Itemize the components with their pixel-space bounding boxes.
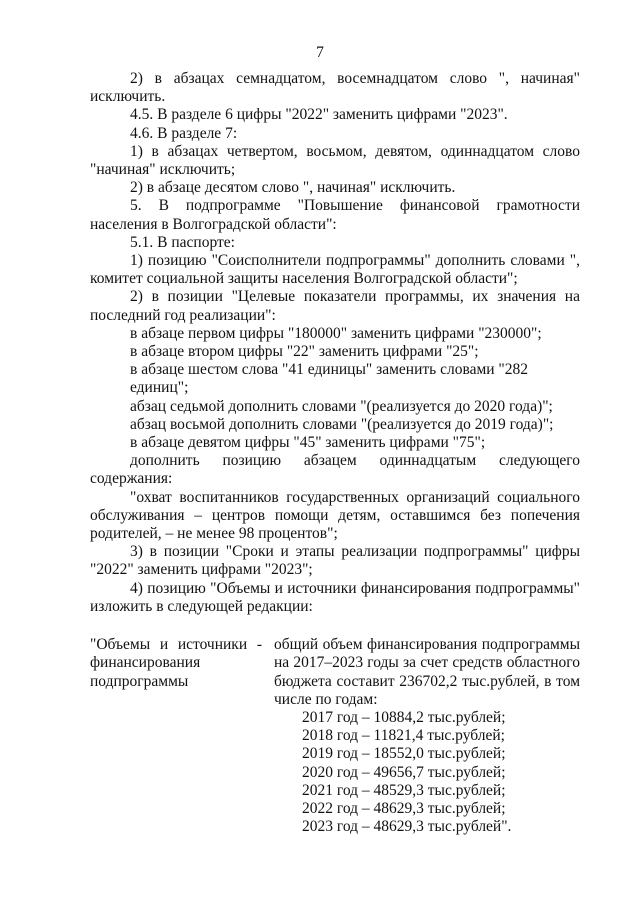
funding-year-line: 2019 год – 18552,0 тыс.рублей; [302,745,506,763]
funding-year-line: 2021 год – 48529,3 тыс.рублей; [302,781,506,799]
paragraph: 4.6. В разделе 7: [130,124,238,142]
paragraph: 2) в абзаце десятом слово ", начиная" исключить. [130,179,456,197]
paragraph: абзац седьмой дополнить словами "(реализуется до 2020 года)"; [130,397,553,415]
funding-year-line: 2022 год – 48629,3 тыс.рублей; [302,799,506,817]
funding-year-line: 2018 год – 11821,4 тыс.рублей; [302,727,505,745]
funding-table-right-cell [274,636,580,836]
paragraph: 5.1. В паспорте: [130,233,235,251]
paragraph: 4.5. В разделе 6 цифры "2022" заменить цифрами "2023". [130,106,508,124]
funding-table [90,636,580,836]
paragraph: в абзаце девятом цифры "45" заменить цифрами "75"; [130,434,486,452]
paragraph: абзац восьмой дополнить словами "(реализуется до 2019 года)"; [130,415,554,433]
paragraph: в абзаце первом цифры "180000" заменить цифрами "230000"; [130,324,542,342]
paragraph: 1) в абзацах четвертом, восьмом, девятом, одиннадцатом слово "начиная" исключить; [90,142,580,179]
funding-year-line: 2023 год – 48629,3 тыс.рублей". [302,818,512,836]
page-number: 7 [316,44,324,61]
funding-year-line: 2020 год – 49656,7 тыс.рублей; [302,763,506,781]
funding-table-left-cell: "Объемы и источники - финансирования подпрограммы [90,636,262,690]
paragraph: дополнить позицию абзацем одиннадцатым следующего содержания: [90,452,580,488]
paragraph: 1) позицию "Соисполнители подпрограммы" дополнить словами ", комитет социальной защиты населения Волгоградской области"; [90,252,580,288]
paragraph: в абзаце втором цифры "22" заменить цифрами "25"; [130,343,479,361]
funding-intro: общий объем финансирования подпрограммы на 2017–2023 годы за счет средств областного бюджета составит 236702,2 тыс.рублей, в том числе по годам: [274,636,580,708]
paragraph: 3) в позиции "Сроки и этапы реализации подпрограммы" цифры "2022" заменить цифрами "2023"; [90,543,580,579]
paragraph: 2) в абзацах семнадцатом, восемнадцатом слово ", начиная" исключить. [90,70,580,106]
paragraph: 2) в позиции "Целевые показатели программы, их значения на последний год реализации": [90,288,580,324]
funding-year-line: 2017 год – 10884,2 тыс.рублей; [302,708,506,726]
paragraph: 4) позицию "Объемы и источники финансирования подпрограммы" изложить в следующей редакции: [90,579,580,615]
paragraph: 5. В подпрограмме "Повышение финансовой грамотности населения в Волгоградской области": [90,197,580,233]
paragraph: в абзаце шестом слова "41 единицы" заменить словами "282 единиц"; [130,361,529,397]
paragraph: "охват воспитанников государственных организаций социального обслуживания – центров помощи детям, оставшимся без попечения родителей, – не менее 98 процентов"; [90,488,580,543]
document-body [90,70,580,836]
